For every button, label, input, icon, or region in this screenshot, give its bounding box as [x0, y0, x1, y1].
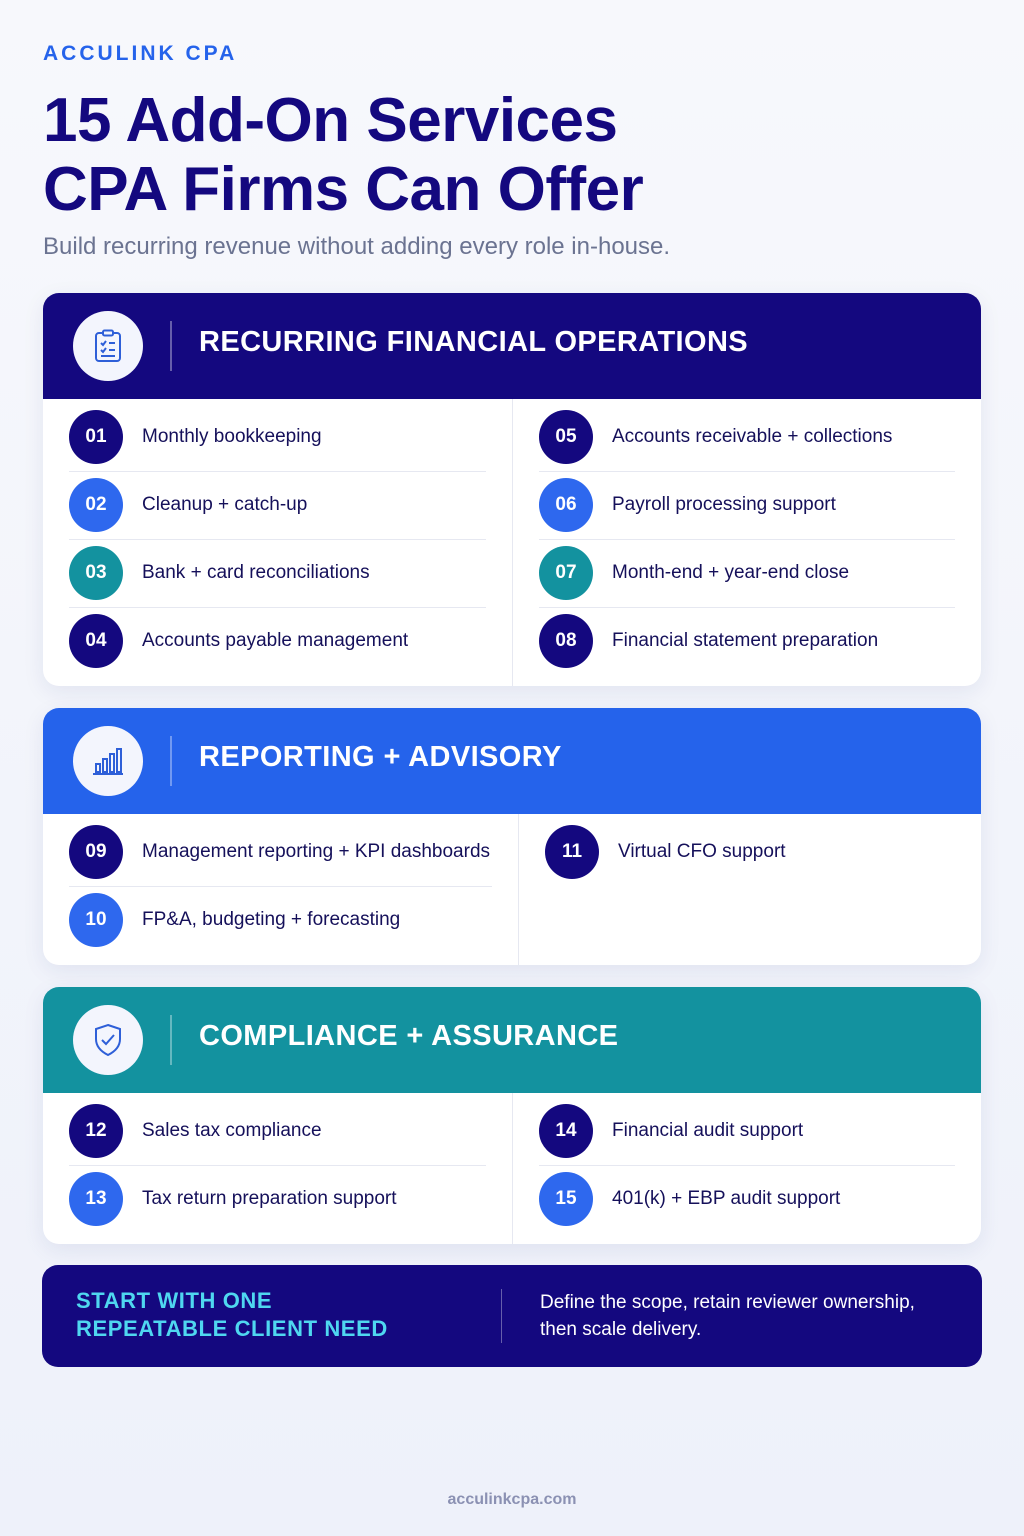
brand-label: ACCULINK CPA: [43, 42, 238, 65]
service-item-03: [69, 539, 370, 607]
item-label: Management reporting + KPI dashboards: [142, 841, 491, 862]
item-number-badge: 07: [539, 546, 593, 600]
item-number-badge: 03: [69, 546, 123, 600]
item-number-badge: 10: [69, 893, 123, 947]
item-number-badge: 01: [69, 410, 123, 464]
service-item-08: [539, 607, 878, 675]
item-number-badge: 15: [539, 1172, 593, 1226]
service-item-12: [69, 1097, 322, 1165]
cta-banner: [42, 1265, 982, 1367]
column-divider: [518, 814, 519, 965]
bar-chart-icon: [73, 726, 143, 796]
service-item-14: [539, 1097, 803, 1165]
header-divider: [170, 321, 172, 371]
section-items: [43, 1093, 981, 1244]
section-header: [43, 987, 981, 1093]
item-label: Financial statement preparation: [612, 630, 879, 651]
cta-description-line-2: then scale delivery.: [540, 1319, 702, 1340]
footer-website: acculinkcpa.com: [447, 1491, 577, 1508]
cta-description-line-1: Define the scope, retain reviewer ownership,: [540, 1292, 915, 1313]
section-items: [43, 814, 981, 965]
item-label: Cleanup + catch-up: [142, 494, 308, 515]
section-title: RECURRING FINANCIAL OPERATIONS: [199, 326, 749, 358]
column-divider: [512, 399, 513, 686]
header-divider: [170, 736, 172, 786]
service-item-10: [69, 886, 400, 954]
column-divider: [512, 1093, 513, 1244]
section-header: [43, 708, 981, 814]
item-label: Financial audit support: [612, 1120, 804, 1141]
item-number-badge: 12: [69, 1104, 123, 1158]
section-card-recurring-operations: [43, 293, 981, 686]
item-label: 401(k) + EBP audit support: [612, 1188, 841, 1209]
title-line-1: 15 Add-On Services: [43, 86, 618, 155]
service-item-04: [69, 607, 408, 675]
section-title: REPORTING + ADVISORY: [199, 741, 562, 773]
cta-divider: [501, 1289, 502, 1343]
header-divider: [170, 1015, 172, 1065]
service-item-15: [539, 1165, 840, 1233]
item-number-badge: 09: [69, 825, 123, 879]
cta-description: [540, 1289, 960, 1343]
section-card-compliance-assurance: [43, 987, 981, 1244]
item-label: Tax return preparation support: [142, 1188, 397, 1209]
item-label: Monthly bookkeeping: [142, 426, 322, 447]
service-item-11: [545, 818, 786, 886]
section-header: [43, 293, 981, 399]
service-item-07: [539, 539, 849, 607]
section-items: [43, 399, 981, 686]
item-label: Bank + card reconciliations: [142, 562, 370, 583]
item-label: Accounts payable management: [142, 630, 409, 651]
item-number-badge: 11: [545, 825, 599, 879]
item-label: FP&A, budgeting + forecasting: [142, 909, 401, 930]
item-number-badge: 13: [69, 1172, 123, 1226]
service-item-09: [69, 818, 490, 886]
item-label: Virtual CFO support: [618, 841, 786, 862]
section-title: COMPLIANCE + ASSURANCE: [199, 1020, 619, 1052]
service-item-02: [69, 471, 307, 539]
item-label: Accounts receivable + collections: [612, 426, 893, 447]
page-subtitle: Build recurring revenue without adding every role in-house.: [43, 233, 671, 260]
clipboard-checklist-icon: [73, 311, 143, 381]
title-line-2: CPA Firms Can Offer: [43, 155, 644, 224]
item-number-badge: 02: [69, 478, 123, 532]
item-number-badge: 14: [539, 1104, 593, 1158]
cta-headline: [76, 1287, 388, 1343]
item-label: Payroll processing support: [612, 494, 836, 515]
item-number-badge: 08: [539, 614, 593, 668]
item-label: Sales tax compliance: [142, 1120, 322, 1141]
service-item-13: [69, 1165, 397, 1233]
section-card-reporting-advisory: [43, 708, 981, 965]
service-item-06: [539, 471, 836, 539]
page-title: [43, 86, 943, 224]
cta-headline-line-1: START WITH ONE: [76, 1288, 273, 1313]
item-number-badge: 04: [69, 614, 123, 668]
item-number-badge: 06: [539, 478, 593, 532]
service-item-05: [539, 403, 892, 471]
item-number-badge: 05: [539, 410, 593, 464]
item-label: Month-end + year-end close: [612, 562, 850, 583]
cta-headline-line-2: REPEATABLE CLIENT NEED: [76, 1316, 388, 1341]
shield-check-icon: [73, 1005, 143, 1075]
service-item-01: [69, 403, 322, 471]
